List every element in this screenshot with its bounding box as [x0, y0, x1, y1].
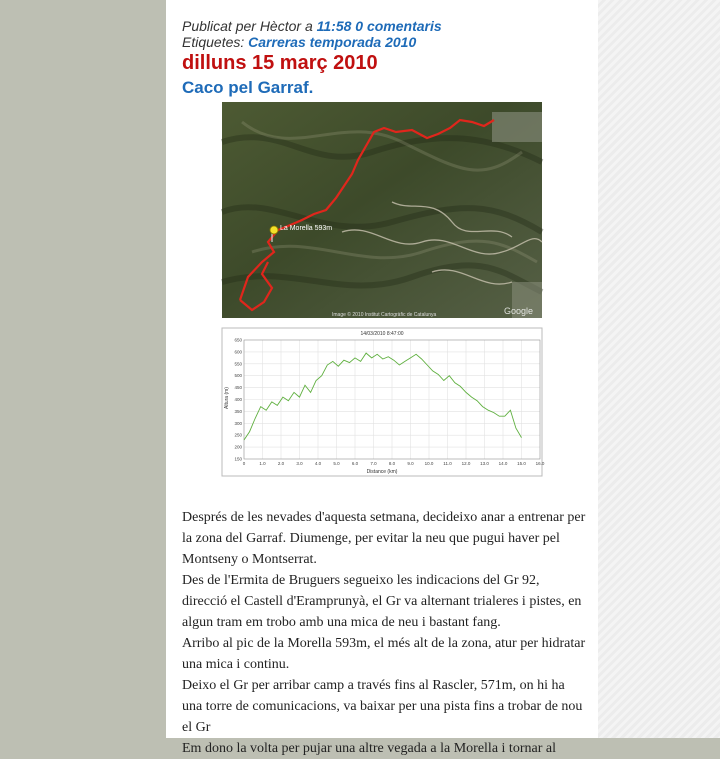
route-map-image[interactable]: [222, 102, 542, 318]
post-footer: [182, 18, 442, 50]
y-tick-label: 250: [234, 432, 242, 438]
post-title[interactable]: Caco pel Garraf.: [182, 78, 314, 97]
x-tick-label: 1.0: [259, 461, 266, 466]
post-labels-line: [182, 34, 442, 50]
x-tick-label: 0: [242, 461, 246, 466]
y-tick-label: 500: [234, 373, 242, 379]
x-tick-label: 10.0: [424, 461, 434, 466]
y-tick-label: 450: [234, 385, 242, 391]
x-tick-label: 2.0: [277, 461, 285, 466]
post-paragraph-5: Em dono la volta per pujar una altre vegada a la Morella i tornar al: [182, 741, 556, 756]
elevation-profile-graphic: [222, 328, 545, 476]
x-tick-label: 7.0: [370, 461, 377, 466]
labels-prefix: Etiquetes:: [182, 34, 245, 50]
x-axis-label: Distance (km): [366, 469, 398, 475]
x-tick-label: 16.0: [535, 461, 545, 466]
x-tick-label: 15.0: [517, 461, 526, 466]
x-tick-label: 11.0: [443, 461, 452, 466]
y-tick-label: 600: [234, 349, 242, 355]
elevation-profile-chart[interactable]: [222, 328, 545, 476]
y-tick-label: 150: [234, 456, 242, 462]
y-axis-label: Altura (m): [224, 387, 230, 409]
label-link[interactable]: Carreras temporada 2010: [248, 34, 417, 50]
post-time-link[interactable]: 11:58: [316, 18, 352, 34]
y-tick-label: 200: [234, 444, 242, 450]
published-prefix: Publicat per Hèctor a: [182, 18, 313, 34]
right-background: [598, 0, 720, 738]
post-paragraph-4: Deixo el Gr per arribar camp a través fins al Rascler, 571m, on hi ha una torre de comunicacions, va baixar per una pista fins a trobar de nou el Gr: [182, 678, 583, 735]
google-logo: Google: [504, 306, 534, 316]
x-tick-label: 5.0: [333, 461, 340, 466]
y-tick-label: 650: [234, 337, 242, 343]
x-tick-label: 8.0: [388, 461, 396, 466]
x-tick-label: 4.0: [314, 461, 322, 466]
chart-title: 14/03/2010 8:47:00: [360, 331, 404, 337]
post-paragraph-1: Després de les nevades d'aquesta setmana, decideixo anar a entrenar per la zona del Garraf. Diumenge, per evitar la neu que pugui haver pel Montseny o Montserrat.: [182, 510, 586, 567]
y-tick-label: 400: [234, 397, 242, 402]
y-tick-label: 300: [234, 420, 242, 426]
date-header: dilluns 15 març 2010: [182, 52, 378, 74]
map-copyright: Image © 2010 Institut Cartogràfic de Catalunya: [332, 312, 437, 318]
x-tick-label: 12.0: [461, 461, 471, 466]
post-body: [182, 507, 586, 759]
comments-link[interactable]: 0 comentaris: [355, 18, 442, 34]
post-paragraph-3: Arribo al pic de la Morella 593m, el més alt de la zona, atur per hidratar una mica i continu.: [182, 636, 586, 672]
x-tick-label: 14.0: [498, 461, 508, 466]
y-tick-label: 350: [234, 408, 242, 414]
x-tick-label: 9.0: [407, 461, 414, 466]
blog-post-column: [166, 0, 598, 756]
x-tick-label: 6.0: [351, 461, 359, 466]
map-marker-label: La Morella 593m: [280, 225, 333, 232]
left-background: [0, 0, 166, 738]
route-map-graphic: [222, 102, 542, 318]
x-tick-label: 3.0: [296, 461, 303, 466]
y-tick-label: 550: [234, 361, 242, 367]
post-paragraph-2: Des de l'Ermita de Bruguers segueixo les indicacions del Gr 92, direcció el Castell d'Eramprunyà, el Gr va alternant trialeres i pistes, en algun tram em trobo amb una mica de neu i bastant fang.: [182, 573, 582, 630]
post-author-line: [182, 18, 442, 34]
x-tick-label: 13.0: [480, 461, 489, 466]
